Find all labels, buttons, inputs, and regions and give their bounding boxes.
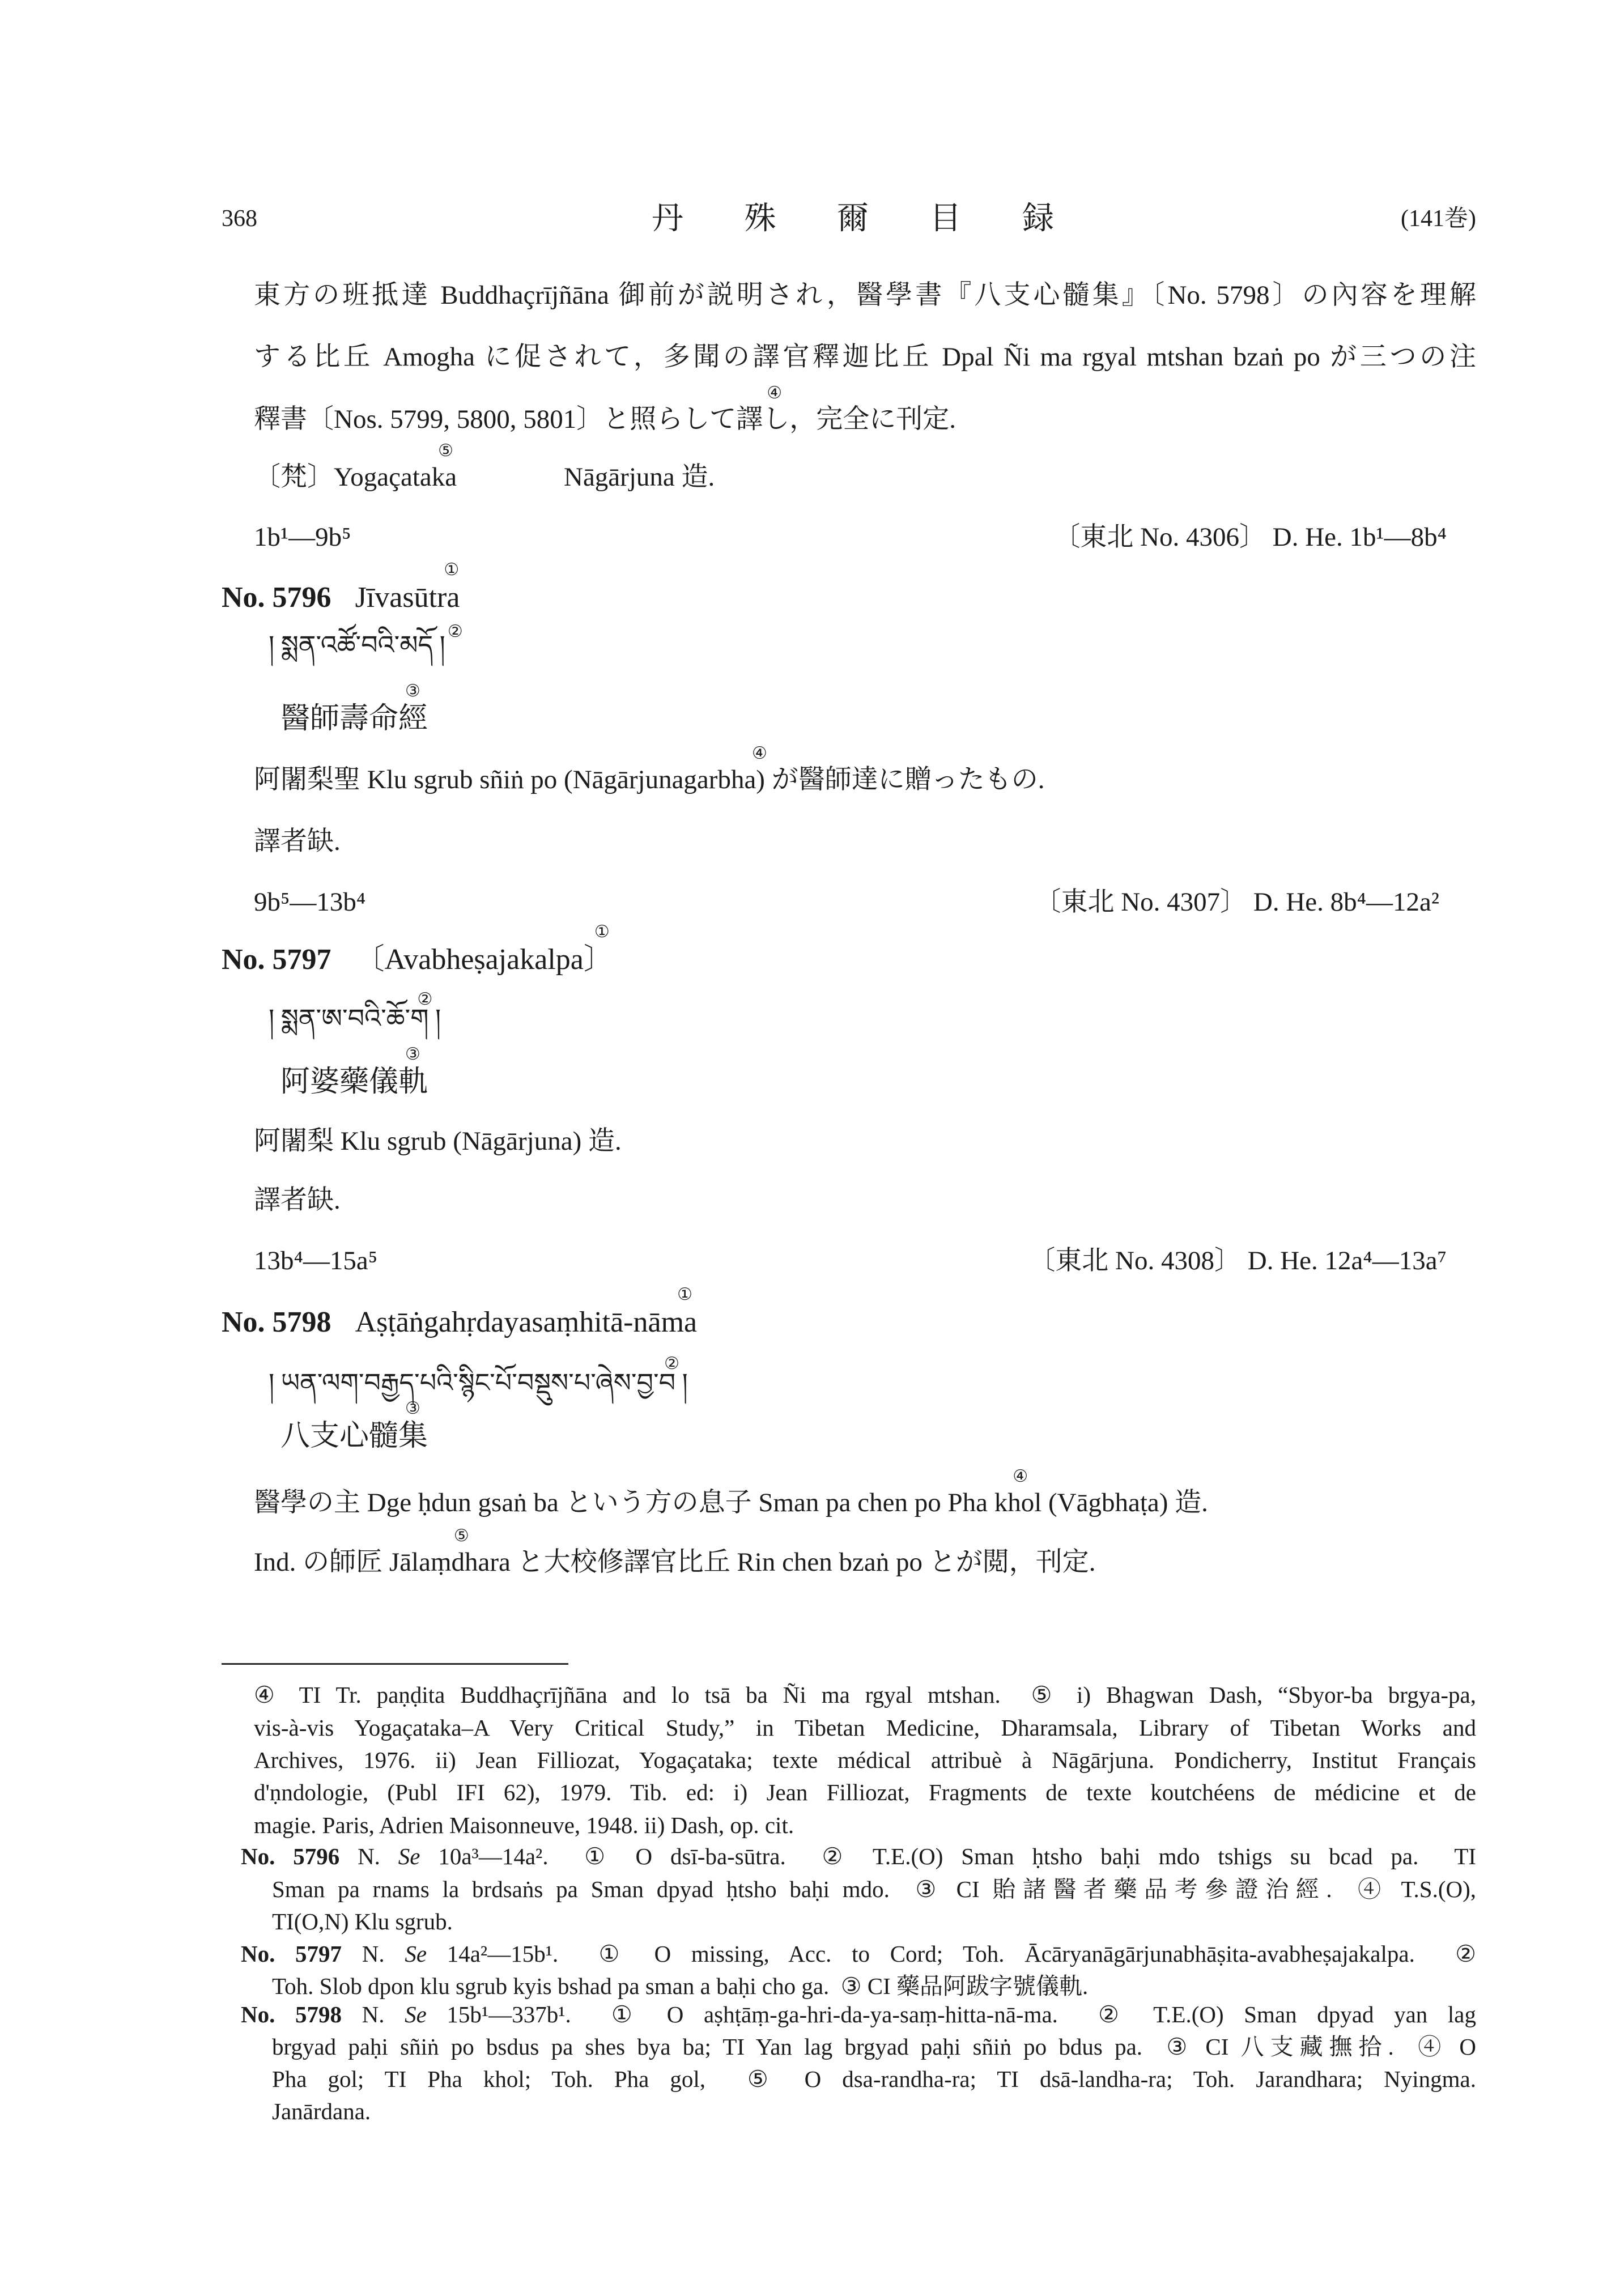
concordance-5797: 〔東北 No. 4308〕 D. He. 12a⁴—13a⁷ bbox=[1028, 1246, 1447, 1275]
translator-line-5796: 譯者缺. bbox=[254, 827, 341, 856]
tibetan-title-5798: ། ཡན་ལག་བརྒྱད་པའི་སྙིང་པོ་བསྡུས་པ་ཞེས་བྱ་བ② ། bbox=[269, 1354, 688, 1397]
concordance-5796: 〔東北 No. 4307〕 D. He. 8b⁴—12a² bbox=[1034, 887, 1439, 917]
line-text: 醫學の主 Dge ḥdun gsaṅ ba という方の息子 Sman pa chen po Pha khol bbox=[254, 1488, 1042, 1517]
line-text: Ind. の師匠 Jālaṃdhara bbox=[254, 1547, 511, 1577]
line-text: 釋書〔Nos. 5799, 5800, 5801〕と照らして譯し bbox=[254, 405, 790, 434]
entry-title: Jīvasūtra bbox=[355, 581, 460, 614]
footnote-text: 14a²—15b¹. ① O missing, Acc. to Cord; Toh. Ācāryanāgārjunabhāṣita-avabheṣajakalpa. ② bbox=[447, 1941, 1476, 1967]
chinese-title-text: 八支心髓集 bbox=[280, 1420, 428, 1452]
entry-number: No. 5797 bbox=[222, 943, 331, 976]
footnote-edition: Se bbox=[405, 1941, 427, 1967]
page-number: 368 bbox=[222, 206, 257, 232]
folio-range-5797: 13b⁴—15a⁵ bbox=[254, 1246, 378, 1275]
entry-number: No. 5798 bbox=[222, 1306, 331, 1338]
footnote-edition: Se bbox=[405, 2001, 427, 2027]
footnote-5796-line-3: TI(O,N) Klu sgrub. bbox=[272, 1908, 453, 1934]
footnote-entry-number: No. 5796 bbox=[241, 1843, 340, 1869]
preceding-entry-line-3: 釋書〔Nos. 5799, 5800, 5801〕と照らして譯し④，完全に刊定. bbox=[254, 383, 956, 434]
preceding-entry-line-2: する比丘 Amogha に促されて，多聞の譯官釋迦比丘 Dpal Ñi ma rgyal mtshan bzaṅ po が三つの注 bbox=[254, 342, 1476, 372]
entry-title: Aṣṭāṅgahṛdayasaṃhitā-nāma bbox=[355, 1306, 698, 1338]
line-text: が醫師達に贈ったもの. bbox=[771, 765, 1045, 794]
footnote-5798-line-4: Janārdana. bbox=[272, 2098, 371, 2124]
preceding-entry-line-1: 東方の班抵達 Buddhaçrījñāna 御前が説明され，醫學書『八支心髓集』〔No. 5798〕の內容を理解 bbox=[254, 280, 1476, 310]
chinese-title-text: 阿婆藥儀軌 bbox=[280, 1066, 428, 1098]
footnote-prefix: N. bbox=[362, 1941, 385, 1967]
chinese-title-5798: 八支心髓集③ bbox=[280, 1398, 428, 1452]
footnote-line: ④ TI Tr. paṇḍita Buddhaçrījñāna and lo tsā ba Ñi ma rgyal mtshan. ⑤ i) Bhagwan Dash, “Sbyor-ba brgya-pa, bbox=[254, 1682, 1476, 1708]
footnote-text: 15b¹—337b¹. ① O aṣhṭāṃ-ga-hri-da-ya-saṃ-hitta-nā-ma. ② T.E.(O) Sman dpyad yan lag bbox=[447, 2001, 1476, 2027]
translator-line-5797: 譯者缺. bbox=[254, 1185, 341, 1215]
entry-revision-line-5798: Ind. の師匠 Jālaṃdhara⑤ と大校修譯官比丘 Rin chen bzaṅ po とが閲，刊定. bbox=[254, 1526, 1096, 1577]
line-text: ，完全に刊定. bbox=[789, 405, 956, 434]
tibetan-title-5796: ། སྨན་འཚོ་བའི་མདོ ། ② bbox=[269, 622, 463, 660]
footnote-prefix: N. bbox=[358, 1843, 380, 1869]
footnote-line: d'ṇndologie, (Publ IFI 62), 1979. Tib. ed: i) Jean Filliozat, Fragments de texte koutchéens de médicine et de bbox=[254, 1779, 1476, 1805]
entry-number: No. 5796 bbox=[222, 581, 331, 614]
line-text: と大校修譯官比丘 Rin chen bzaṅ po とが閲，刊定. bbox=[517, 1547, 1096, 1577]
footnote-line: Archives, 1976. ii) Jean Filliozat, Yogaçataka; texte médical attribuè à Nāgārjuna. Pondicherry, Institut Français bbox=[254, 1747, 1476, 1773]
line-text: (Vāgbhaṭa) 造. bbox=[1048, 1488, 1208, 1517]
sanskrit-title: 〔梵〕Yogaçataka⑤ bbox=[254, 441, 457, 492]
tibetan-text: ། bbox=[435, 1004, 441, 1033]
footnote-line: vis-à-vis Yogaçataka–A Very Critical Study,” in Tibetan Medicine, Dharamsala, Library of Tibetan Works and bbox=[254, 1715, 1476, 1741]
entry-heading-5798: No. 5798 Aṣṭāṅgahṛdayasaṃhitā-nāma① bbox=[222, 1285, 698, 1338]
chinese-title-5797: 阿婆藥儀軌③ bbox=[280, 1044, 428, 1098]
chinese-title-text: 醫師壽命經 bbox=[280, 703, 428, 735]
entry-heading-5796: No. 5796 Jīvasūtra① bbox=[222, 560, 460, 614]
chinese-title-5796: 醫師壽命經③ bbox=[280, 681, 428, 735]
running-title: 丹殊爾目録 bbox=[652, 201, 1054, 236]
footnote-5798-line-3: Pha gol; TI Pha khol; Toh. Pha gol, ⑤ O dsa-randha-ra; TI dsā-landha-ra; Toh. Jarandhara; Nyingma. bbox=[272, 2066, 1476, 2092]
footnote-5796-line-2: Sman pa rnams la brdsaṅs pa Sman dpyad ḥtsho baḥi mdo. ③ CI 貽諸醫者藥品考參證治經. ④ T.S.(O), bbox=[272, 1876, 1476, 1902]
entry-author-line-5798: 醫學の主 Dge ḥdun gsaṅ ba という方の息子 Sman pa chen po Pha khol④ (Vāgbhaṭa) 造. bbox=[254, 1466, 1208, 1517]
line-text: 阿闍梨聖 Klu sgrub sñiṅ po (Nāgārjunagarbha) bbox=[254, 765, 765, 794]
sanskrit-title-text: 〔梵〕Yogaçataka bbox=[254, 462, 457, 492]
footnote-line: magie. Paris, Adrien Maisonneuve, 1948. ii) Dash, op. cit. bbox=[254, 1812, 794, 1838]
concordance: 〔東北 No. 4306〕 D. He. 1b¹—8b⁴ bbox=[1053, 522, 1447, 552]
folio-range: 1b¹—9b⁵ bbox=[254, 522, 351, 552]
footnote-text: 10a³—14a². ① O dsī-ba-sūtra. ② T.E.(O) Sman ḥtsho baḥi mdo tshigs su bcad pa. TI bbox=[438, 1843, 1476, 1869]
entry-author-line-5797: 阿闍梨 Klu sgrub (Nāgārjuna) 造. bbox=[254, 1126, 622, 1156]
tibetan-text: ། ཡན་ལག་བརྒྱད་པའི་སྙིང་པོ་བསྡུས་པ་ཞེས་བྱ་བ bbox=[269, 1368, 676, 1397]
tibetan-text: ། སྨན་ཨ་བའི་ཆོ་ག bbox=[269, 1004, 429, 1033]
volume-label: (141巻) bbox=[1401, 206, 1476, 232]
tibetan-text: ། bbox=[682, 1368, 688, 1397]
footnote-5798-line-2: brgyad paḥi sñiṅ po bsdus pa shes bya ba; TI Yan lag brgyad paḥi sñiṅ po bdus pa. ③ CI 八支藏撫拾. ④ O bbox=[272, 2034, 1476, 2060]
entry-author-line-5796: 阿闍梨聖 Klu sgrub sñiṅ po (Nāgārjunagarbha)④ が醫師達に贈ったもの. bbox=[254, 743, 1045, 794]
tibetan-title-5797: ། སྨན་ཨ་བའི་ཆོ་ག② ། bbox=[269, 989, 441, 1033]
footnote-5797-line-2: Toh. Slob dpon klu sgrub kyis bshad pa sman a baḥi cho ga. ③ CI 藥品阿跋字號儀軌. bbox=[272, 1973, 1089, 1999]
tibetan-text: ། སྨན་འཚོ་བའི་མདོ ། bbox=[269, 631, 445, 660]
entry-title: 〔Avabheṣajakalpa〕 bbox=[355, 943, 613, 976]
footnote-separator bbox=[222, 1663, 568, 1665]
footnote-prefix: N. bbox=[362, 2001, 385, 2027]
footnote-edition: Se bbox=[398, 1843, 420, 1869]
folio-range-5796: 9b⁵—13b⁴ bbox=[254, 887, 366, 917]
footnote-entry-number: No. 5797 bbox=[241, 1941, 342, 1967]
footnote-5798-line-1 bbox=[241, 1999, 1476, 2031]
entry-heading-5797: No. 5797 〔Avabheṣajakalpa〕① bbox=[222, 922, 613, 976]
footnote-entry-number: No. 5798 bbox=[241, 2001, 342, 2027]
footnote-5796-line-1 bbox=[241, 1840, 1476, 1873]
author: Nāgārjuna 造. bbox=[564, 462, 715, 492]
footnote-5797-line-1 bbox=[241, 1938, 1476, 1970]
